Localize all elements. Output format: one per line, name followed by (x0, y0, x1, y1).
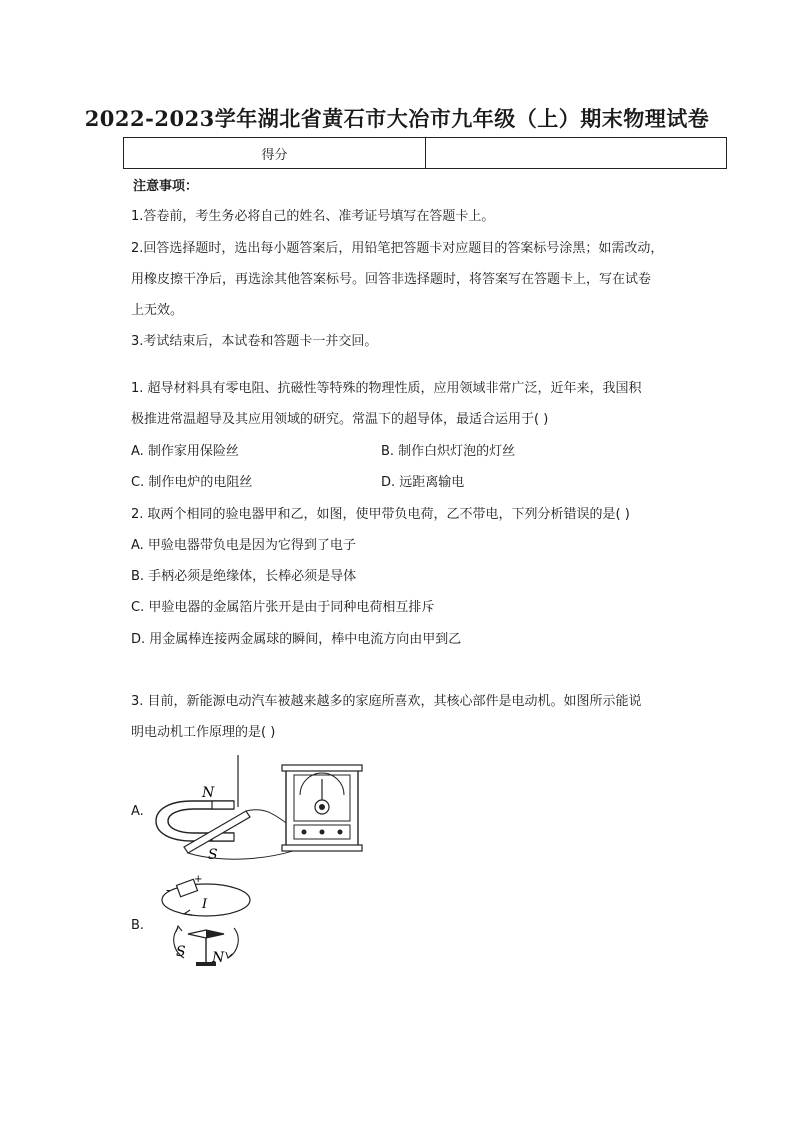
score-value[interactable] (426, 138, 727, 169)
notice-line: 用橡皮擦干净后，再选涂其他答案标号。回答非选择题时，将答案写在答题卡上，写在试卷 (131, 272, 652, 287)
exam-title: 2022-2023学年湖北省黄石市大冶市九年级（上）期末物理试卷 (84, 106, 710, 131)
figure-b-current-label: I (202, 897, 208, 912)
notice-line: 上无效。 (131, 303, 184, 318)
question-3-option-b-label[interactable]: B. (131, 918, 145, 933)
notice-line: 3.考试结束后，本试卷和答题卡一并交回。 (131, 334, 378, 349)
question-1-option-c[interactable]: C. 制作电炉的电阻丝 (131, 475, 253, 490)
notice-line: 2.回答选择题时，选出每小题答案后，用铅笔把答题卡对应题目的答案标号涂黑；如需改动， (131, 241, 664, 256)
question-1-option-b[interactable]: B. 制作白炽灯泡的灯丝 (381, 444, 516, 459)
question-1-stem: 1. 超导材料具有零电阻、抗磁性等特殊的物理性质，应用领域非常广泛，近年来，我国积 (131, 381, 642, 396)
score-table (123, 137, 727, 169)
question-3-option-a-label[interactable]: A. (131, 804, 144, 819)
notice-heading: 注意事项： (133, 179, 199, 194)
question-3-stem: 明电动机工作原理的是( ) (131, 725, 276, 740)
figure-b-n-label: N (212, 950, 225, 966)
figure-b-minus-label: - (166, 883, 171, 897)
question-2-option-c[interactable]: C. 甲验电器的金属箔片张开是由于同种电荷相互排斥 (131, 600, 435, 615)
figure-a-s-label: S (208, 847, 218, 863)
question-2-option-d[interactable]: D. 用金属棒连接两金属球的瞬间，棒中电流方向由甲到乙 (131, 632, 462, 647)
question-1-option-d[interactable]: D. 远距离输电 (381, 475, 465, 490)
score-label: 得分 (124, 138, 426, 169)
question-2-option-b[interactable]: B. 手柄必须是绝缘体，长棒必须是导体 (131, 569, 357, 584)
figure-b-oersted-experiment (156, 872, 256, 976)
question-1-option-a[interactable]: A. 制作家用保险丝 (131, 444, 239, 459)
question-2-stem: 2. 取两个相同的验电器甲和乙，如图，使甲带负电荷，乙不带电，下列分析错误的是( ) (131, 507, 630, 522)
notice-line: 1.答卷前，考生务必将自己的姓名、准考证号填写在答题卡上。 (131, 209, 495, 224)
figure-a-galvanometer-setup (150, 755, 370, 865)
question-1-stem: 极推进常温超导及其应用领域的研究。常温下的超导体，最适合运用于( ) (131, 412, 549, 427)
figure-b-plus-label: + (194, 874, 203, 885)
figure-a-n-label: N (202, 785, 215, 801)
question-3-stem: 3. 目前，新能源电动汽车被越来越多的家庭所喜欢，其核心部件是电动机。如图所示能说 (131, 694, 642, 709)
question-2-option-a[interactable]: A. 甲验电器带负电是因为它得到了电子 (131, 538, 356, 553)
figure-b-s-label: S (176, 944, 186, 960)
